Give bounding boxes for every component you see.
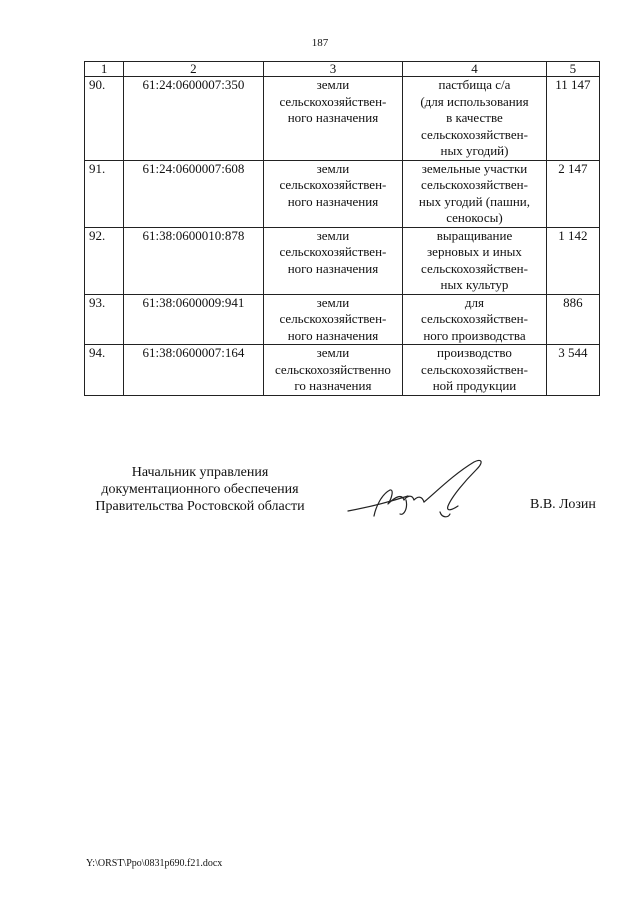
signer-name: В.В. Лозин xyxy=(530,497,596,512)
permitted-use-line: для xyxy=(464,294,485,310)
row-number: 93. xyxy=(85,294,124,345)
area-value: 2 147 xyxy=(546,160,599,227)
table-row xyxy=(85,294,600,345)
land-category xyxy=(263,227,403,294)
table-row xyxy=(85,160,600,227)
area-value: 3 544 xyxy=(546,345,599,396)
table-header-row xyxy=(85,62,600,77)
permitted-use-line: выращивание xyxy=(436,227,513,243)
signature-title-block xyxy=(80,464,320,515)
column-header: 4 xyxy=(403,62,547,77)
permitted-use-line: в качестве xyxy=(446,110,503,125)
cadastral-number: 61:38:0600009:941 xyxy=(124,294,264,345)
table-row xyxy=(85,227,600,294)
permitted-use xyxy=(403,77,547,161)
row-number: 94. xyxy=(85,345,124,396)
permitted-use xyxy=(403,227,547,294)
permitted-use-line: пастбища с/а xyxy=(438,77,511,92)
handwritten-signature xyxy=(344,456,494,531)
permitted-use xyxy=(403,160,547,227)
permitted-use-line: ных угодий (пашни, xyxy=(418,193,531,209)
column-header: 5 xyxy=(546,62,599,77)
area-value: 11 147 xyxy=(546,77,599,161)
permitted-use-line: ных угодий) xyxy=(440,143,509,158)
permitted-use xyxy=(403,294,547,345)
signature-title-line: Правительства Ростовской области xyxy=(95,499,305,514)
row-number: 92. xyxy=(85,227,124,294)
table-row xyxy=(85,77,600,161)
land-category-line: земли xyxy=(316,294,350,310)
permitted-use-line: ной продукции xyxy=(432,378,517,393)
permitted-use-line: ного производства xyxy=(423,327,526,343)
land-category-line: сельскохозяйствен- xyxy=(279,93,387,109)
permitted-use-line: земельные участки xyxy=(421,160,528,176)
land-category xyxy=(263,160,403,227)
permitted-use-line: сельскохозяйствен- xyxy=(421,361,528,377)
cadastral-number: 61:38:0600007:164 xyxy=(124,345,264,396)
land-category-line: ного назначения xyxy=(287,110,379,125)
cadastral-number: 61:24:0600007:350 xyxy=(124,77,264,161)
column-header: 2 xyxy=(124,62,264,77)
signature-title-line: Начальник управления xyxy=(131,465,269,480)
land-category-line: сельскохозяйственно xyxy=(274,361,391,377)
permitted-use-line: ных культур xyxy=(440,277,509,292)
permitted-use-line: сельскохозяйствен- xyxy=(421,126,528,142)
footer-file-path: Y:\ORST\Ppo\0831p690.f21.docx xyxy=(86,858,223,869)
row-number: 91. xyxy=(85,160,124,227)
land-category-line: сельскохозяйствен- xyxy=(279,177,387,192)
cadastral-number: 61:24:0600007:608 xyxy=(124,160,264,227)
land-category-line: ного назначения xyxy=(287,193,379,209)
land-category-line: земли xyxy=(316,227,350,243)
permitted-use-line: зерновых и иных xyxy=(427,244,522,259)
area-value: 1 142 xyxy=(546,227,599,294)
land-category-line: ного назначения xyxy=(287,260,379,276)
land-category-line: сельскохозяйствен- xyxy=(279,244,387,259)
land-category xyxy=(263,77,403,161)
land-category-line: земли xyxy=(316,345,350,360)
cadastral-number: 61:38:0600010:878 xyxy=(124,227,264,294)
land-category-line: го назначения xyxy=(294,378,372,393)
land-category xyxy=(263,294,403,345)
table-body xyxy=(85,62,600,396)
land-category-line: сельскохозяйствен- xyxy=(279,311,387,326)
permitted-use-line: сельскохозяйствен- xyxy=(421,311,528,326)
land-category-line: земли xyxy=(316,77,350,92)
permitted-use-line: (для использования xyxy=(420,93,529,109)
permitted-use-line: сельскохозяйствен- xyxy=(421,177,528,192)
signature-title-line: документационного обеспечения xyxy=(101,482,299,497)
table-row xyxy=(85,345,600,396)
row-number: 90. xyxy=(85,77,124,161)
column-header: 3 xyxy=(263,62,403,77)
permitted-use-line: сельскохозяйствен- xyxy=(421,260,528,276)
column-header: 1 xyxy=(85,62,124,77)
permitted-use xyxy=(403,345,547,396)
permitted-use-line: сенокосы) xyxy=(446,210,503,225)
permitted-use-line: производство xyxy=(437,345,512,360)
area-value: 886 xyxy=(546,294,599,345)
land-category-line: земли xyxy=(316,160,350,176)
land-category-line: ного назначения xyxy=(287,327,379,343)
page-number: 187 xyxy=(311,37,329,49)
land-plots-table xyxy=(84,61,600,396)
land-category xyxy=(263,345,403,396)
